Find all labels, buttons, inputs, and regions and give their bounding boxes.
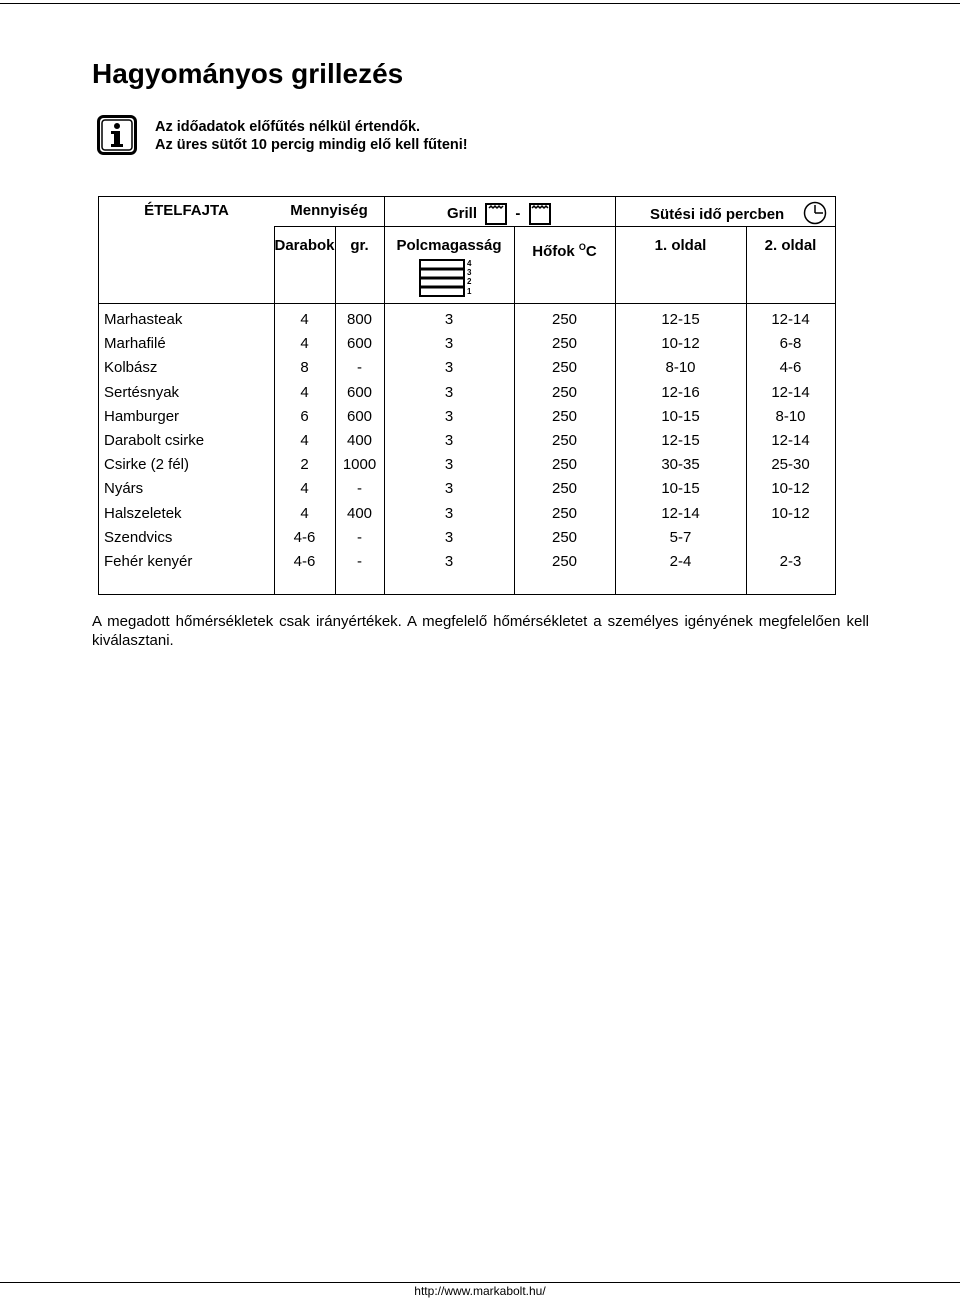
cell-grams: 400: [346, 504, 373, 522]
shelf-number: 2: [467, 277, 472, 286]
cell-side1: 10-15: [661, 480, 700, 498]
clock-icon: [803, 201, 827, 225]
cell-pieces: 4: [300, 383, 309, 401]
cell-pieces: 4: [300, 335, 309, 353]
cell-side2: 10-12: [771, 480, 810, 498]
footer-url: http://www.markabolt.hu/: [414, 1284, 546, 1298]
cell-shelf: 3: [444, 359, 454, 377]
cell-shelf: 3: [444, 553, 454, 570]
cell-temp: 250: [551, 504, 578, 522]
cell-food: Kolbász: [104, 359, 158, 377]
cell-food: Darabolt csirke: [104, 432, 205, 449]
cell-shelf: 3: [444, 528, 454, 546]
cell-temp: 250: [551, 553, 578, 570]
col-header-grams: gr.: [350, 237, 369, 254]
cell-grams: 400: [346, 432, 373, 449]
cell-shelf: 3: [444, 311, 454, 328]
grill-label: Grill: [447, 204, 478, 222]
cell-shelf: 3: [444, 383, 454, 401]
cell-side2: 2-3: [779, 553, 802, 570]
cell-temp: 250: [551, 456, 578, 474]
cell-pieces: 4-6: [293, 553, 316, 570]
cell-food: Csirke (2 fél): [104, 456, 190, 474]
col-header-food-type: ÉTELFAJTA: [144, 202, 229, 219]
cell-side1: 10-15: [661, 407, 700, 425]
cell-side1: 12-14: [661, 504, 700, 522]
cell-temp: 250: [551, 432, 578, 449]
cell-pieces: 4: [300, 480, 309, 498]
temp-unit-sup: O: [578, 242, 586, 252]
cell-grams: 1000: [342, 456, 377, 474]
cell-side2: 6-8: [779, 335, 802, 353]
cell-shelf: 3: [444, 480, 454, 498]
cell-shelf: 3: [444, 504, 454, 522]
col-header-quantity: Mennyiség: [290, 202, 368, 219]
cell-side1: 5-7: [669, 528, 692, 546]
cell-grams: -: [357, 553, 362, 570]
cell-grams: 800: [346, 311, 373, 328]
cell-side1: 12-15: [661, 432, 700, 449]
cell-food: Hamburger: [104, 407, 180, 425]
grill-dash: -: [515, 204, 521, 222]
cell-food: Marhasteak: [104, 311, 183, 328]
cell-shelf: 3: [444, 432, 454, 449]
cell-side1: 8-10: [665, 359, 696, 377]
page-title: Hagyományos grillezés: [92, 58, 404, 89]
cell-pieces: 6: [300, 407, 309, 425]
cell-pieces: 4-6: [293, 528, 316, 546]
cell-grams: -: [357, 480, 362, 498]
cell-temp: 250: [551, 480, 578, 498]
cell-food: Nyárs: [104, 480, 144, 498]
grill-top-icon: [485, 203, 507, 225]
cell-food: Halszeletek: [104, 504, 182, 522]
cell-side2: 8-10: [775, 407, 806, 425]
cell-pieces: 8: [300, 359, 309, 377]
cell-grams: 600: [346, 383, 373, 401]
col-header-side-2: 2. oldal: [764, 237, 817, 254]
col-header-baking-time: Sütési idő percben: [650, 206, 785, 223]
cell-side2: 12-14: [771, 432, 810, 449]
cell-pieces: 2: [300, 456, 309, 474]
cell-side1: 30-35: [661, 456, 700, 474]
header-bottom-rule: [99, 303, 835, 304]
cell-food: Sertésnyak: [104, 383, 180, 401]
shelf-number: 4: [467, 259, 472, 268]
cell-pieces: 4: [300, 311, 309, 328]
cell-temp: 250: [551, 528, 578, 546]
note-line: Az üres sütőt 10 percig mindig elő kell fűteni!: [155, 137, 468, 153]
cell-side2: 12-14: [771, 383, 810, 401]
cell-side1: 10-12: [661, 335, 700, 353]
temp-label: Hőfok: [532, 243, 575, 260]
cell-shelf: 3: [444, 456, 454, 474]
shelf-number: 1: [467, 287, 472, 296]
cell-shelf: 3: [444, 335, 454, 353]
col-header-shelf-height: Polcmagasság: [396, 237, 502, 254]
note-line: Az időadatok előfűtés nélkül értendők.: [155, 119, 421, 135]
cell-side2: 4-6: [779, 359, 802, 377]
cell-grams: -: [357, 528, 362, 546]
cell-pieces: 4: [300, 504, 309, 522]
col-header-pieces: Darabok: [274, 237, 335, 254]
cell-temp: 250: [551, 335, 578, 353]
cell-temp: 250: [551, 311, 578, 328]
cell-food: Marhafilé: [104, 335, 166, 353]
cell-side2: 10-12: [771, 504, 810, 522]
top-rule: [0, 3, 960, 4]
cell-grams: -: [357, 359, 362, 377]
cell-food: Fehér kenyér: [104, 553, 193, 570]
temp-unit: C: [585, 243, 597, 260]
cell-side1: 2-4: [669, 553, 692, 570]
cell-grams: 600: [346, 335, 373, 353]
cell-side1: 12-16: [661, 383, 700, 401]
col-header-grill: [447, 203, 551, 225]
cell-temp: 250: [551, 359, 578, 377]
grill-table: [98, 196, 836, 595]
cell-pieces: 4: [300, 432, 309, 449]
cell-food: Szendvics: [104, 528, 173, 546]
cell-grams: 600: [346, 407, 373, 425]
cell-temp: 250: [551, 383, 578, 401]
cell-side1: 12-15: [661, 311, 700, 328]
shelf-levels-icon: [419, 257, 479, 299]
col-header-temperature: [514, 238, 615, 261]
info-icon: [97, 115, 137, 155]
header-divider: [274, 226, 835, 227]
temperature-footnote: A megadott hőmérsékletek csak irányértékek. A megfelelő hőmérsékletet a személyes igényének megfelelően kell kiválasztani.: [92, 613, 869, 649]
cell-shelf: 3: [444, 407, 454, 425]
cell-temp: 250: [551, 407, 578, 425]
preheat-notes: [155, 118, 468, 154]
col-header-side-1: 1. oldal: [654, 237, 707, 254]
cell-side2: 12-14: [771, 311, 810, 328]
bottom-rule: [0, 1282, 960, 1283]
grill-full-icon: [529, 203, 551, 225]
cell-side2: 25-30: [771, 456, 810, 474]
shelf-number: 3: [467, 268, 472, 277]
